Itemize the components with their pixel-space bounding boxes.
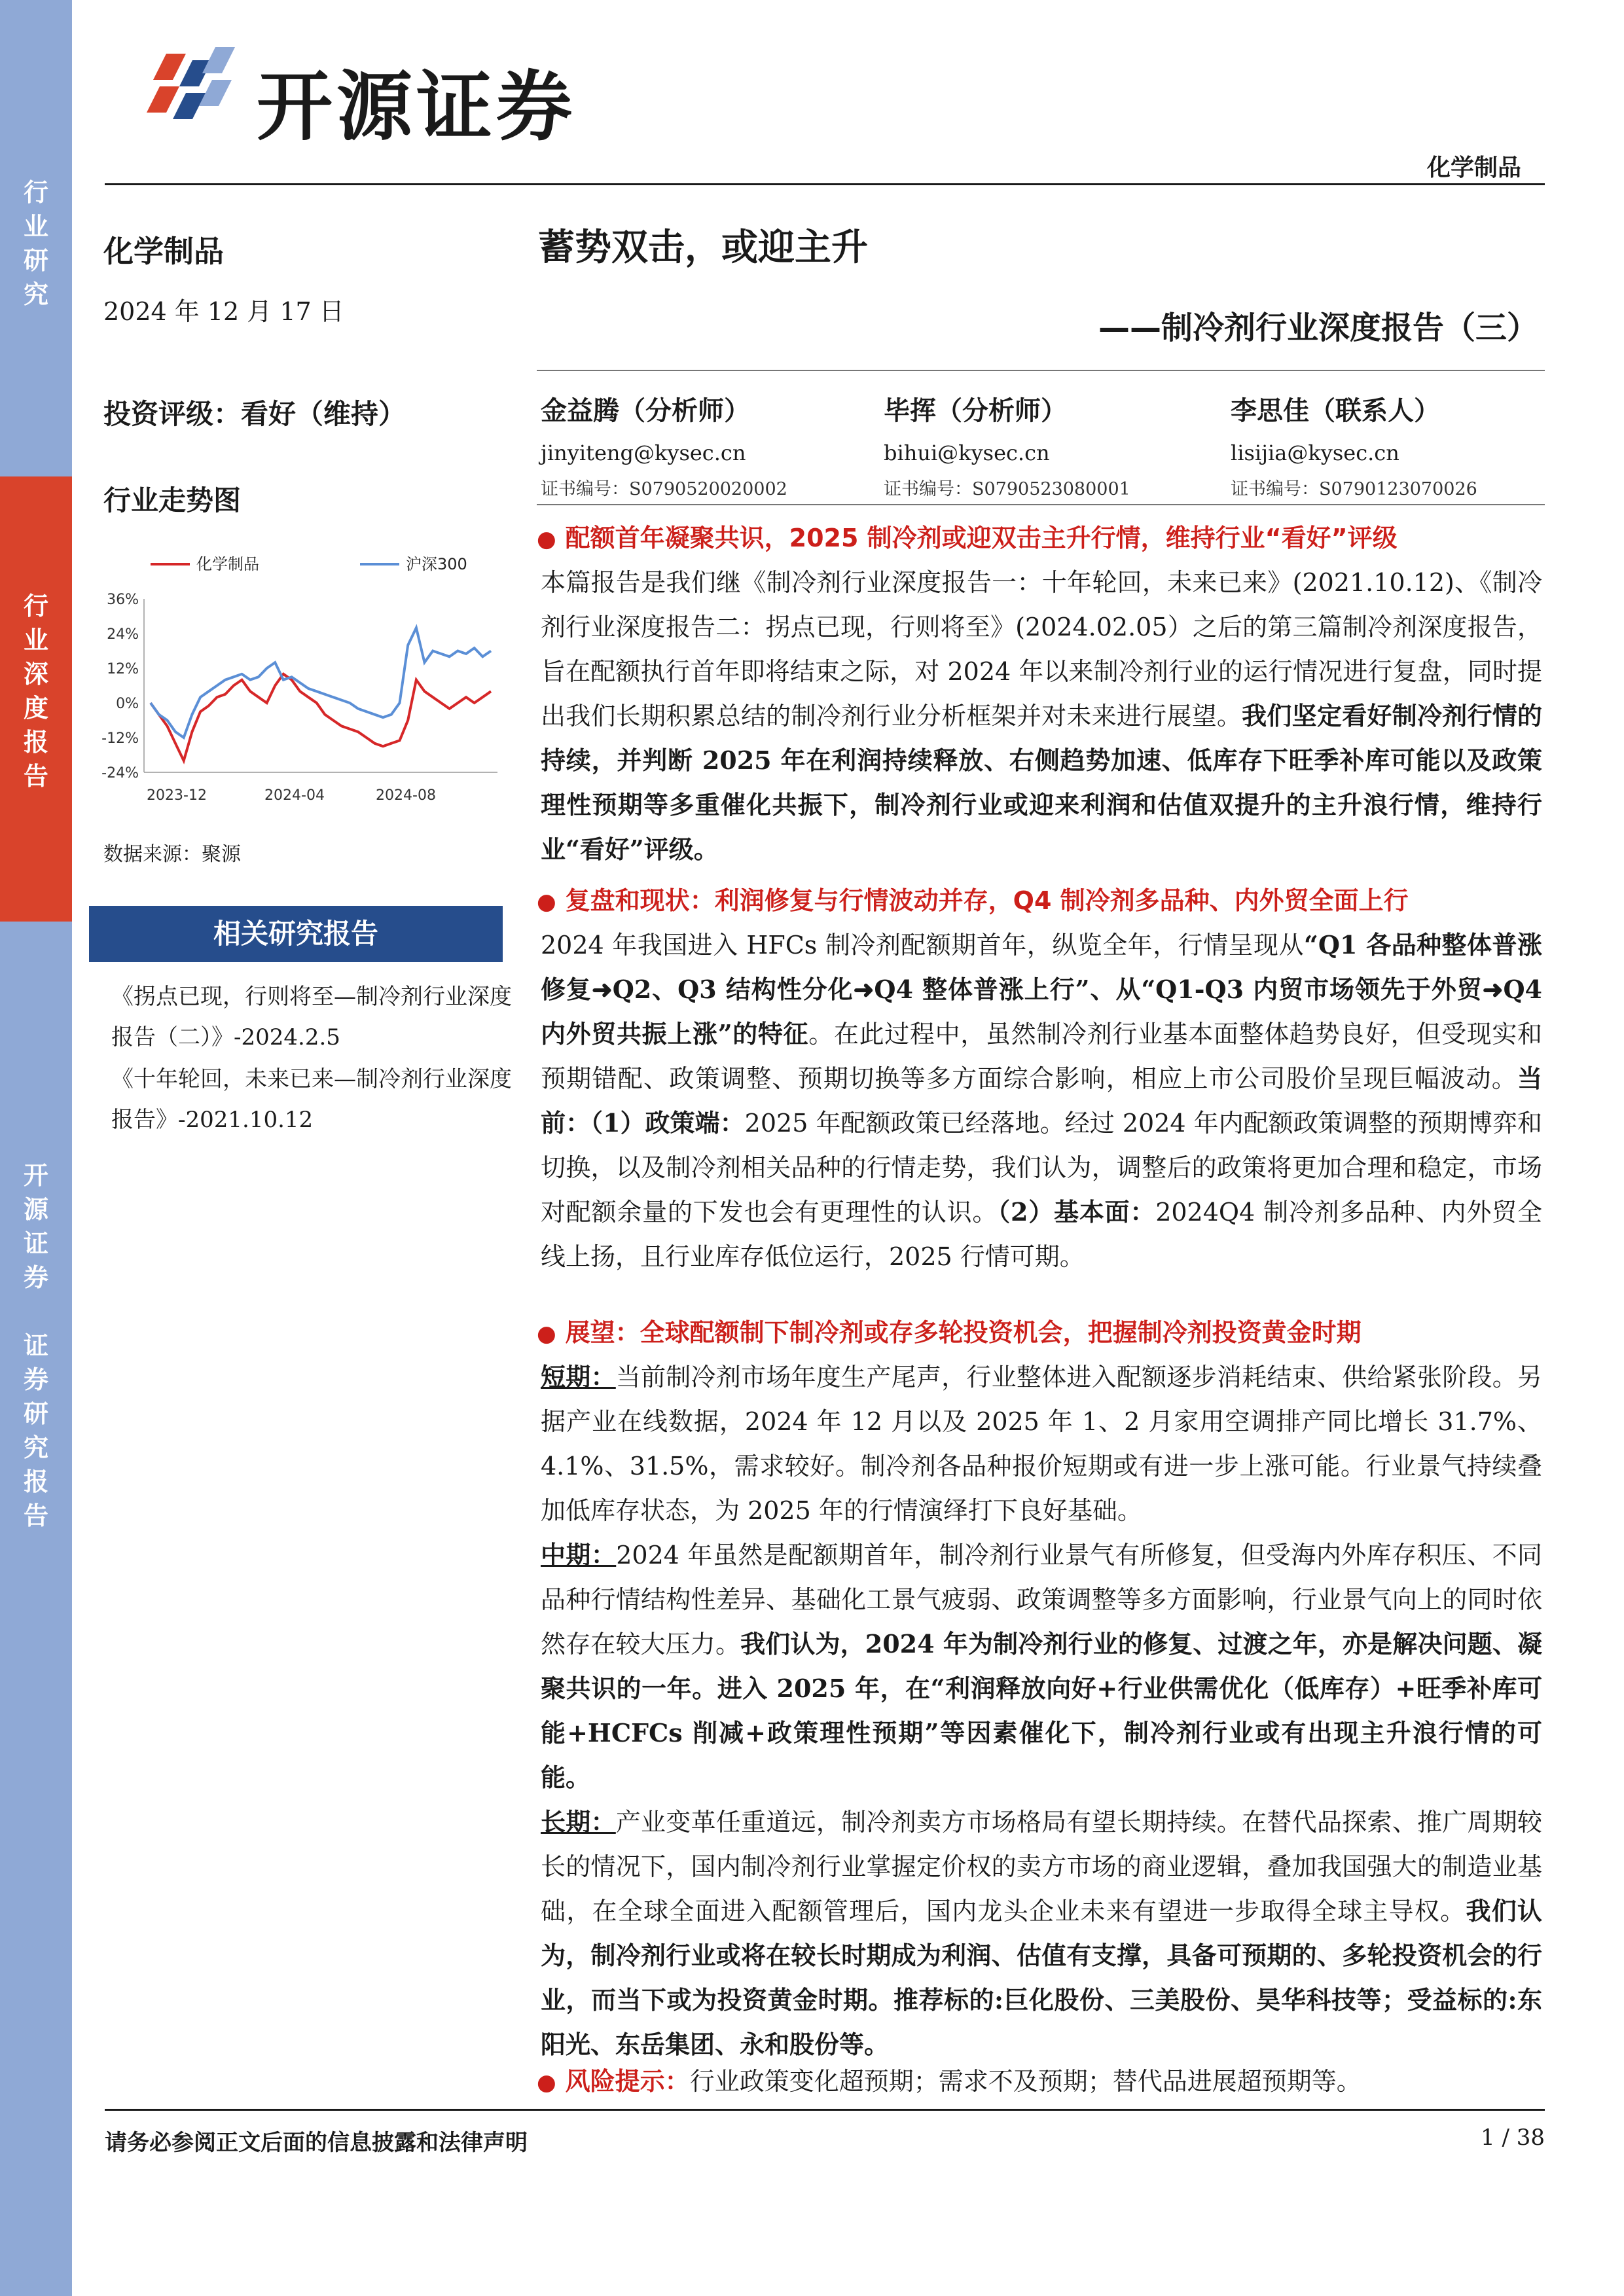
analyst-cert: 证书编号：S0790520020002 bbox=[541, 479, 787, 499]
y-tick-label: -12% bbox=[101, 730, 139, 747]
analyst-email[interactable]: bihui@kysec.cn bbox=[884, 440, 1050, 465]
trend-chart bbox=[85, 550, 511, 825]
data-source: 数据来源：聚源 bbox=[103, 843, 241, 866]
side-label-broker: 开 源 证 券 证 券 研 究 报 告 bbox=[23, 1161, 48, 1530]
x-tick-label: 2024-04 bbox=[264, 787, 325, 804]
analyst-cert: 证书编号：S0790523080001 bbox=[884, 479, 1130, 499]
long-term-paragraph bbox=[541, 1800, 1542, 2067]
report-title: 蓄势双击，或迎主升 bbox=[538, 226, 868, 269]
related-reports-header: 相关研究报告 bbox=[89, 906, 503, 962]
analyst-email[interactable]: lisijia@kysec.cn bbox=[1231, 440, 1399, 465]
paragraph-text: 2024 年虽然是配额期首年，制冷剂行业景气有所修复，但受海内外库存积压、不同品种行情结构性差异、基础化工景气疲弱、政策调整等多方面影响，行业景气向上的同时依然存在较大压力。 bbox=[541, 1541, 1542, 1659]
trend-chart-svg bbox=[85, 550, 511, 825]
x-tick-label: 2023-12 bbox=[147, 787, 207, 804]
bullet-icon: ● bbox=[537, 526, 556, 552]
report-subtitle: ——制冷剂行业深度报告（三） bbox=[1098, 310, 1538, 346]
risk-notice bbox=[537, 2059, 1362, 2105]
section-heading-text: 展望：全球配额制下制冷剂或存多轮投资机会，把握制冷剂投资黄金时期 bbox=[565, 1318, 1362, 1347]
mid-term-label: 中期： bbox=[541, 1540, 617, 1570]
series-line-csi300 bbox=[151, 628, 491, 738]
y-tick-label: 36% bbox=[107, 592, 139, 608]
footer-divider bbox=[105, 2109, 1545, 2111]
section-paragraph bbox=[541, 923, 1542, 1279]
side-strip bbox=[0, 0, 72, 2296]
paragraph-emphasis: （2）基本面： bbox=[998, 1197, 1156, 1227]
bullet-icon: ● bbox=[537, 1321, 556, 1347]
analyst-email[interactable]: jinyiteng@kysec.cn bbox=[541, 440, 746, 465]
short-term-label: 短期： bbox=[541, 1362, 616, 1391]
long-term-label: 长期： bbox=[541, 1807, 616, 1837]
section-paragraph bbox=[541, 560, 1542, 872]
analyst-cert: 证书编号：S0790123070026 bbox=[1231, 479, 1477, 499]
mid-term-paragraph bbox=[541, 1533, 1542, 1800]
section-heading bbox=[537, 516, 1398, 562]
analyst-top-divider bbox=[537, 370, 1545, 371]
paragraph-text: 。在此过程中，虽然制冷剂行业基本面整体趋势良好，但受现实和预期错配、政策调整、预期切换等多方面综合影响，相应上市公司股价呈现巨幅波动。 bbox=[541, 1020, 1542, 1093]
sector-name: 化学制品 bbox=[103, 234, 224, 269]
y-tick-label: -24% bbox=[101, 765, 139, 781]
legend-label: 化学制品 bbox=[196, 555, 259, 573]
section-heading bbox=[537, 878, 1409, 924]
paragraph-text: 产业变革任重道远，制冷剂卖方市场格局有望长期持续。在替代品探索、推广周期较长的情况下，国内制冷剂行业掌握定价权的卖方市场的商业逻辑，叠加我国强大的制造业基础，在全球全面进入配额管理后，国内龙头企业未来有望进一步取得全球主导权。 bbox=[541, 1808, 1542, 1926]
analyst-name: 金益腾（分析师） bbox=[541, 396, 750, 426]
bullet-icon: ● bbox=[537, 2070, 556, 2096]
paragraph-text: 本篇报告是我们继《制冷剂行业深度报告一：十年轮回，未来已来》(2021.10.12)、《制冷剂行业深度报告二：拐点已现，行则将至》(2024.02.05）之后的第三篇制冷剂深度报告，旨在配额执行首年即将结束之际，对 2024 年以来制冷剂行业的运行情况进行复盘，同时提出我们长期积累总结的制冷剂行业分析框架并对未来进行展望。 bbox=[541, 568, 1542, 730]
analyst-name: 毕挥（分析师） bbox=[884, 396, 1067, 426]
side-label-industry-research: 行 业 研 究 bbox=[23, 178, 48, 309]
related-report-item[interactable]: 《十年轮回，未来已来—制冷剂行业深度报告》-2021.10.12 bbox=[111, 1066, 512, 1133]
paragraph-emphasis: 当前：（1）政策端： bbox=[541, 1064, 1542, 1138]
trend-chart-title: 行业走势图 bbox=[103, 484, 242, 516]
section-heading-text: 配额首年凝聚共识，2025 制冷剂或迎双击主升行情，维持行业“看好”评级 bbox=[565, 524, 1398, 552]
paragraph-text: 2024Q4 制冷剂多品种、内外贸全线上扬，且行业库存低位运行，2025 行情可期。 bbox=[541, 1198, 1542, 1271]
report-date: 2024 年 12 月 17 日 bbox=[103, 297, 344, 326]
side-label-report-type: 行 业 深 度 报 告 bbox=[23, 592, 48, 791]
paragraph-text: 2024 年我国进入 HFCs 制冷剂配额期首年，纵览全年，行情呈现从 bbox=[541, 931, 1304, 960]
paragraph-emphasis: 我们认为，2024 年为制冷剂行业的修复、过渡之年，亦是解决问题、凝聚共识的一年。进入 2025 年，在“利润释放向好+行业供需优化（低库存）+旺季补库可能+HCFCs 削减+政策理性预期”等因素催化下，制冷剂行业或有出现主升浪行情的可能。 bbox=[541, 1629, 1542, 1792]
analyst-card bbox=[541, 390, 868, 500]
company-logo-mark bbox=[147, 41, 245, 139]
investment-rating: 投资评级：看好（维持） bbox=[103, 398, 406, 430]
page-number: 1 / 38 bbox=[1481, 2125, 1545, 2151]
sector-tag: 化学制品 bbox=[1427, 154, 1522, 181]
header-divider bbox=[105, 183, 1545, 185]
legend-label: 沪深300 bbox=[406, 555, 467, 573]
analyst-name: 李思佳（联系人） bbox=[1231, 396, 1440, 426]
paragraph-text: 当前制冷剂市场年度生产尾声，行业整体进入配额逐步消耗结束、供给紧张阶段。另据产业在线数据，2024 年 12 月以及 2025 年 1、2 月家用空调排产同比增长 31.7%、4.1%、31.5%，需求较好。制冷剂各品种报价短期或有进一步上涨可能。行业景气持续叠加低库存状态，为 2025 年的行情演绎打下良好基础。 bbox=[541, 1363, 1542, 1525]
risk-label: 风险提示： bbox=[565, 2067, 690, 2096]
short-term-paragraph bbox=[541, 1355, 1542, 1533]
y-tick-label: 24% bbox=[107, 626, 139, 643]
x-tick-label: 2024-08 bbox=[376, 787, 436, 804]
section-heading-text: 复盘和现状：利润修复与行情波动并存，Q4 制冷剂多品种、内外贸全面上行 bbox=[565, 886, 1409, 915]
paragraph-text: 2025 年配额政策已经落地。经过 2024 年内配额政策调整的预期博弈和切换，以及制冷剂相关品种的行情走势，我们认为，调整后的政策将更加合理和稳定，市场对配额余量的下发也会有更理性的认识。 bbox=[541, 1109, 1542, 1227]
analyst-bottom-divider bbox=[537, 504, 1545, 505]
analyst-card bbox=[884, 390, 1211, 500]
paragraph-emphasis: “Q1 各品种整体普涨修复➜Q2、Q3 结构性分化➜Q4 整体普涨上行”、从“Q1-Q3 内贸市场领先于外贸➜Q4 内外贸共振上涨”的特征 bbox=[541, 930, 1542, 1049]
y-tick-label: 12% bbox=[107, 661, 139, 677]
paragraph-emphasis: 我们认为，制冷剂行业或将在较长时期成为利润、估值有支撑，具备可预期的、多轮投资机会的行业，而当下或为投资黄金时期。推荐标的:巨化股份、三美股份、昊华科技等；受益标的:东阳光、东岳集团、永和股份等。 bbox=[541, 1896, 1542, 2059]
analyst-card bbox=[1231, 390, 1558, 500]
risk-text: 行业政策变化超预期；需求不及预期；替代品进展超预期等。 bbox=[689, 2067, 1362, 2096]
bullet-icon: ● bbox=[537, 889, 556, 915]
footer-disclaimer[interactable]: 请务必参阅正文后面的信息披露和法律声明 bbox=[105, 2130, 528, 2156]
section-heading bbox=[537, 1310, 1362, 1356]
y-tick-label: 0% bbox=[116, 696, 139, 712]
related-report-item[interactable]: 《拐点已现，行则将至—制冷剂行业深度报告（二）》-2024.2.5 bbox=[111, 984, 512, 1050]
paragraph-emphasis: 我们坚定看好制冷剂行情的持续，并判断 2025 年在利润持续释放、右侧趋势加速、低库存下旺季补库可能以及政策理性预期等多重催化共振下，制冷剂行业或迎来利润和估值双提升的主升浪行情，维持行业“看好”评级。 bbox=[541, 701, 1542, 864]
company-logo-text: 开源证券 bbox=[257, 63, 576, 151]
series-line-chemical bbox=[151, 674, 491, 761]
